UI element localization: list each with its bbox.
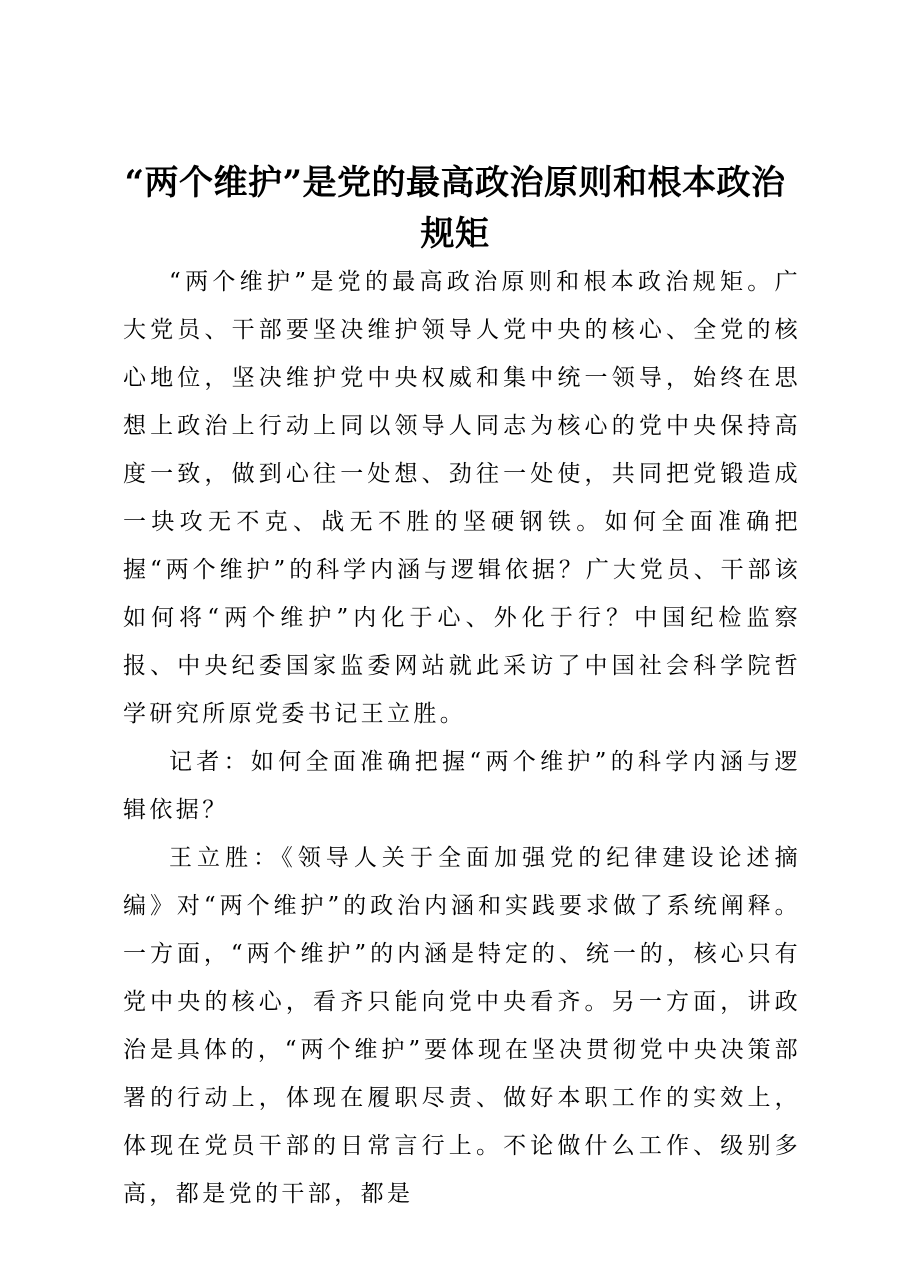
paragraph-question: 记者：如何全面准确把握“两个维护”的科学内涵与逻辑依据？ xyxy=(123,749,801,823)
document-title xyxy=(110,158,800,260)
title-line-2: 规矩 xyxy=(420,214,490,254)
document-body xyxy=(123,258,801,1218)
paragraph-intro: “两个维护”是党的最高政治原则和根本政治规矩。广大党员、干部要坚决维护领导人党中央的核心、全党的核心地位，坚决维护党中央权威和集中统一领导，始终在思想上政治上行动上同以领导人同志为核心的党中央保持高度一致，做到心往一处想、劲往一处使，共同把党锻造成一块攻无不克、战无不胜的坚硬钢铁。如何全面准确把握“两个维护”的科学内涵与逻辑依据？广大党员、干部该如何将“两个维护”内化于心、外化于行？中国纪检监察报、中央纪委国家监委网站就此采访了中国社会科学院哲学研究所原党委书记王立胜。 xyxy=(123,269,801,727)
paragraph-answer: 王立胜：《领导人关于全面加强党的纪律建设论述摘编》对“两个维护”的政治内涵和实践要求做了系统阐释。一方面，“两个维护”的内涵是特定的、统一的，核心只有党中央的核心，看齐只能向党中央看齐。另一方面，讲政治是具体的，“两个维护”要体现在坚决贯彻党中央决策部署的行动上，体现在履职尽责、做好本职工作的实效上，体现在党员干部的日常言行上。不论做什么工作、级别多高，都是党的干部，都是 xyxy=(123,845,801,1207)
title-line-1: “两个维护”是党的最高政治原则和根本政治 xyxy=(124,163,786,203)
